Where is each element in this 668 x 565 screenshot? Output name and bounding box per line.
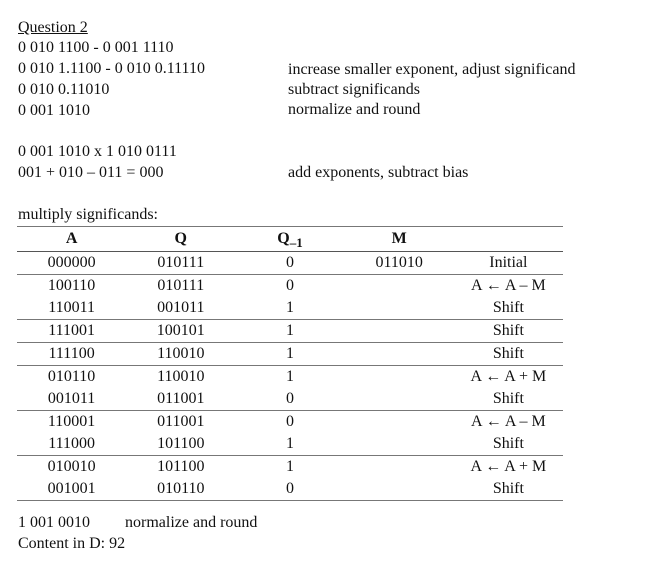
table-row xyxy=(17,320,563,343)
table-row xyxy=(17,388,563,411)
cell-m xyxy=(345,366,454,389)
cell-q: 011001 xyxy=(157,413,205,430)
cell-a: 110001 xyxy=(47,413,96,430)
cell-q-1: 0 xyxy=(285,480,294,497)
cell-a: 111100 xyxy=(48,345,95,362)
table-row xyxy=(17,366,563,389)
cell-m xyxy=(345,411,454,434)
cell-q: 101100 xyxy=(157,458,205,475)
exponent-calculation: 001 + 010 – 011 = 000 xyxy=(18,164,164,181)
table-row xyxy=(17,478,563,501)
cell-q-1: 0 xyxy=(285,254,294,271)
cell-q-1: 0 xyxy=(285,390,294,407)
cell-q: 101100 xyxy=(157,435,205,452)
table-row xyxy=(17,343,563,366)
cell-m: 011010 xyxy=(375,254,423,271)
cell-m xyxy=(345,275,454,298)
header-m: M xyxy=(391,230,407,247)
subtraction-note-3: normalize and round xyxy=(288,101,421,118)
cell-m xyxy=(345,320,454,343)
subtraction-line-3: 0 010 0.11010 xyxy=(18,81,110,98)
cell-q: 010110 xyxy=(157,480,205,497)
cell-m xyxy=(345,297,454,320)
cell-operation: Shift xyxy=(492,435,524,452)
header-operation xyxy=(454,227,563,252)
result-note: normalize and round xyxy=(125,514,258,531)
cell-a: 100110 xyxy=(47,277,96,294)
cell-operation: A ← A – M xyxy=(471,413,546,430)
cell-operation: A ← A + M xyxy=(470,458,547,475)
header-a: A xyxy=(65,230,78,247)
header-q: Q xyxy=(174,230,187,247)
cell-q: 001011 xyxy=(157,299,205,316)
cell-m xyxy=(345,456,454,479)
cell-a: 010110 xyxy=(47,368,96,385)
content-in-d: Content in D: 92 xyxy=(18,535,126,552)
cell-operation: Shift xyxy=(492,345,524,362)
cell-a: 000000 xyxy=(47,254,96,271)
cell-operation: A ← A – M xyxy=(471,277,546,294)
cell-q-1: 1 xyxy=(285,299,294,316)
cell-m xyxy=(345,478,454,501)
subtraction-note-1: increase smaller exponent, adjust significand xyxy=(288,61,576,78)
table-header-row xyxy=(17,227,563,252)
cell-operation: Shift xyxy=(492,480,524,497)
header-q-minus-1-subscript: –1 xyxy=(289,235,303,250)
cell-q-1: 1 xyxy=(285,435,294,452)
table-row xyxy=(17,411,563,434)
cell-a: 001001 xyxy=(47,480,96,497)
cell-q: 110010 xyxy=(157,345,205,362)
table-row xyxy=(17,252,563,275)
table-label: multiply significands: xyxy=(18,206,158,223)
cell-a: 001011 xyxy=(47,390,96,407)
cell-operation: Shift xyxy=(492,390,524,407)
cell-q-1: 1 xyxy=(285,322,294,339)
subtraction-line-2: 0 010 1.1100 - 0 010 0.11110 xyxy=(18,60,205,77)
cell-q: 010111 xyxy=(157,254,205,271)
cell-q: 011001 xyxy=(157,390,205,407)
table-row xyxy=(17,433,563,456)
cell-q-1: 1 xyxy=(285,368,294,385)
table-row xyxy=(17,275,563,298)
cell-q: 010111 xyxy=(157,277,205,294)
multiplication-operands: 0 001 1010 x 1 010 0111 xyxy=(18,143,177,160)
cell-a: 110011 xyxy=(48,299,95,316)
cell-operation: Shift xyxy=(492,299,524,316)
cell-m xyxy=(345,433,454,456)
cell-operation: Initial xyxy=(489,254,528,271)
table-row xyxy=(17,456,563,479)
subtraction-line-4: 0 001 1010 xyxy=(18,102,90,119)
result-value: 1 001 0010 xyxy=(18,514,90,531)
cell-q-1: 0 xyxy=(285,277,294,294)
exponent-note: add exponents, subtract bias xyxy=(288,164,469,181)
cell-q: 110010 xyxy=(157,368,205,385)
cell-a: 010010 xyxy=(47,458,96,475)
cell-q-1: 1 xyxy=(285,458,294,475)
cell-q-1: 0 xyxy=(285,413,294,430)
subtraction-line-1: 0 010 1100 - 0 001 1110 xyxy=(18,39,174,56)
cell-a: 111000 xyxy=(48,435,95,452)
cell-operation: A ← A + M xyxy=(470,368,547,385)
cell-q-1: 1 xyxy=(285,345,294,362)
cell-m xyxy=(345,388,454,411)
cell-operation: Shift xyxy=(492,322,524,339)
cell-a: 111001 xyxy=(48,322,95,339)
header-q-minus-1-base: Q xyxy=(277,230,290,247)
cell-m xyxy=(345,343,454,366)
question-title: Question 2 xyxy=(18,19,88,36)
subtraction-note-2: subtract significands xyxy=(288,81,420,98)
header-q-minus-1 xyxy=(235,227,344,252)
table-row xyxy=(17,297,563,320)
booth-multiplication-table xyxy=(17,226,563,501)
cell-q: 100101 xyxy=(156,322,205,339)
